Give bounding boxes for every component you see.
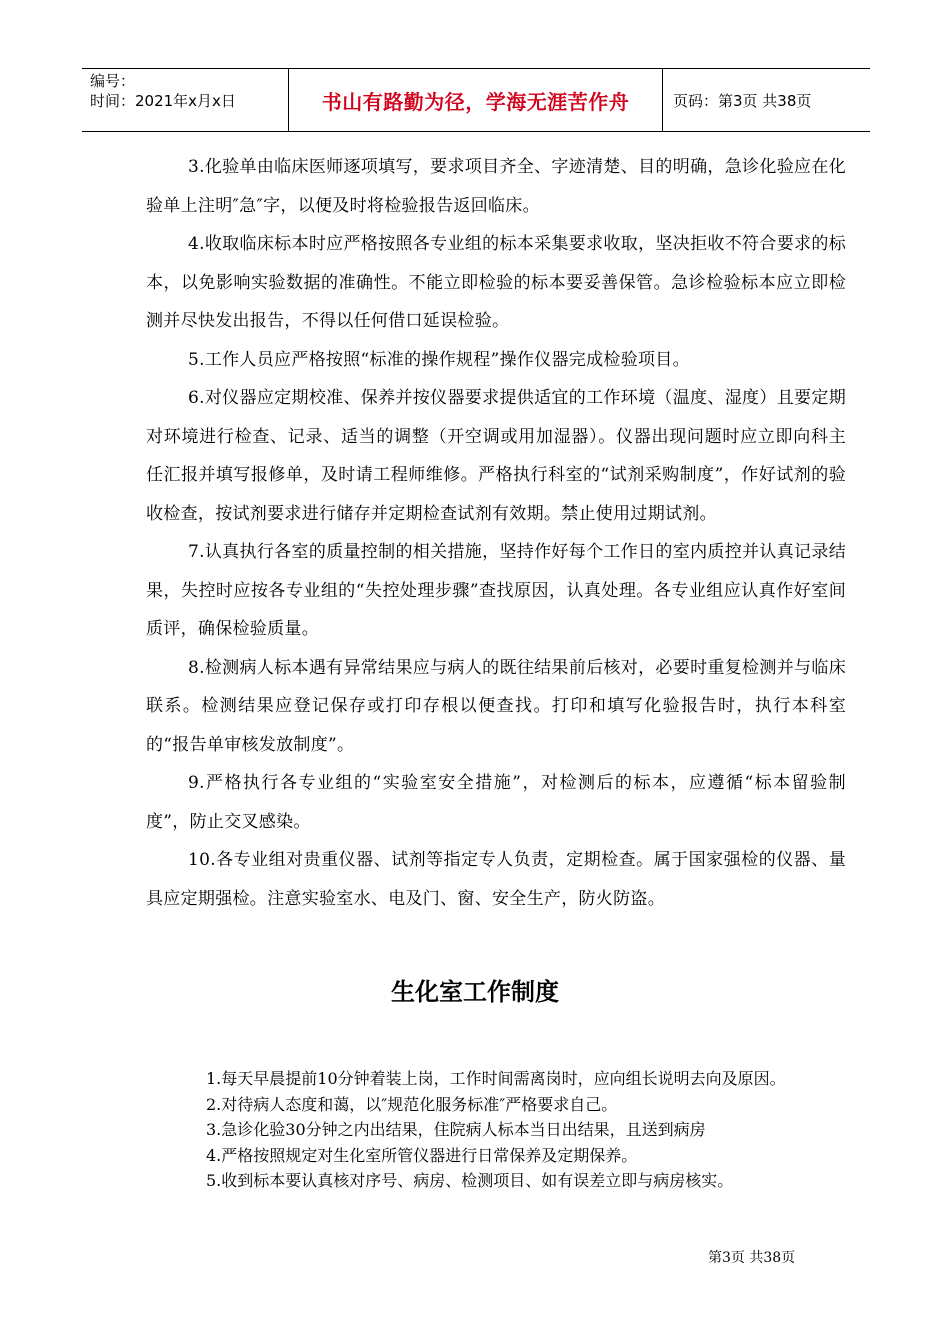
rule-paragraph-8: 8.检测病人标本遇有异常结果应与病人的既往结果前后核对，必要时重复检测并与临床联系。检测结果应登记保存或打印存根以便查找。打印和填写化验报告时，执行本科室的“报告单审核发放制度”。 [146, 657, 846, 755]
section-item-2: 2.对待病人态度和蔼，以″规范化服务标准″严格要求自己。 [206, 1094, 618, 1114]
page-header [82, 68, 870, 132]
rules-body [146, 148, 846, 918]
rule-paragraph-6: 6.对仪器应定期校准、保养并按仪器要求提供适宜的工作环境（温度、湿度）且要定期对环境进行检查、记录、适当的调整（开空调或用加湿器）。仪器出现问题时应立即向科主任汇报并填写报修单，及时请工程师维修。严格执行科室的“试剂采购制度”，作好试剂的验收检查，按试剂要求进行储存并定期检查试剂有效期。禁止使用过期试剂。 [146, 388, 846, 524]
header-page-info: 页码：第3页 共38页 [673, 91, 812, 110]
document-time-label: 时间：2021年x月x日 [90, 92, 236, 110]
header-motto: 书山有路勤为径，学海无涯苦作舟 [289, 69, 663, 131]
rule-paragraph-7: 7.认真执行各室的质量控制的相关措施，坚持作好每个工作日的室内质控并认真记录结果，失控时应按各专业组的“失控处理步骤”查找原因，认真处理。各专业组应认真作好室间质评，确保检验质量。 [146, 542, 846, 639]
rule-paragraph-10: 10.各专业组对贵重仪器、试剂等指定专人负责，定期检查。属于国家强检的仪器、量具应定期强检。注意实验室水、电及门、窗、安全生产，防火防盗。 [146, 850, 846, 909]
header-meta-cell [82, 69, 289, 131]
rule-paragraph-4: 4.收取临床标本时应严格按照各专业组的标本采集要求收取，坚决拒收不符合要求的标本，以免影响实验数据的准确性。不能立即检验的标本要妥善保管。急诊检验标本应立即检测并尽快发出报告，不得以任何借口延误检验。 [146, 234, 846, 331]
rule-paragraph-9: 9.严格执行各专业组的“实验室安全措施”，对检测后的标本，应遵循“标本留验制度”，防止交叉感染。 [146, 773, 846, 832]
section-item-5: 5.收到标本要认真核对序号、病房、检测项目、如有误差立即与病房核实。 [206, 1171, 734, 1190]
section-body [146, 1066, 826, 1194]
section-item-4: 4.严格按照规定对生化室所管仪器进行日常保养及定期保养。 [206, 1145, 638, 1165]
document-number-label: 编号： [90, 72, 136, 90]
rule-paragraph-5: 5.工作人员应严格按照“标准的操作规程”操作仪器完成检验项目。 [188, 349, 690, 370]
rule-paragraph-3: 3.化验单由临床医师逐项填写，要求项目齐全、字迹清楚、目的明确，急诊化验应在化验单上注明″急″字，以便及时将检验报告返回临床。 [146, 157, 846, 216]
section-item-1: 1.每天早晨提前10分钟着装上岗，工作时间需离岗时，应向组长说明去向及原因。 [206, 1069, 786, 1088]
section-title: 生化室工作制度 [391, 978, 559, 1006]
page-footer: 第3页 共38页 [708, 1250, 796, 1266]
section-item-3: 3.急诊化验30分钟之内出结果，住院病人标本当日出结果，且送到病房 [206, 1120, 706, 1139]
